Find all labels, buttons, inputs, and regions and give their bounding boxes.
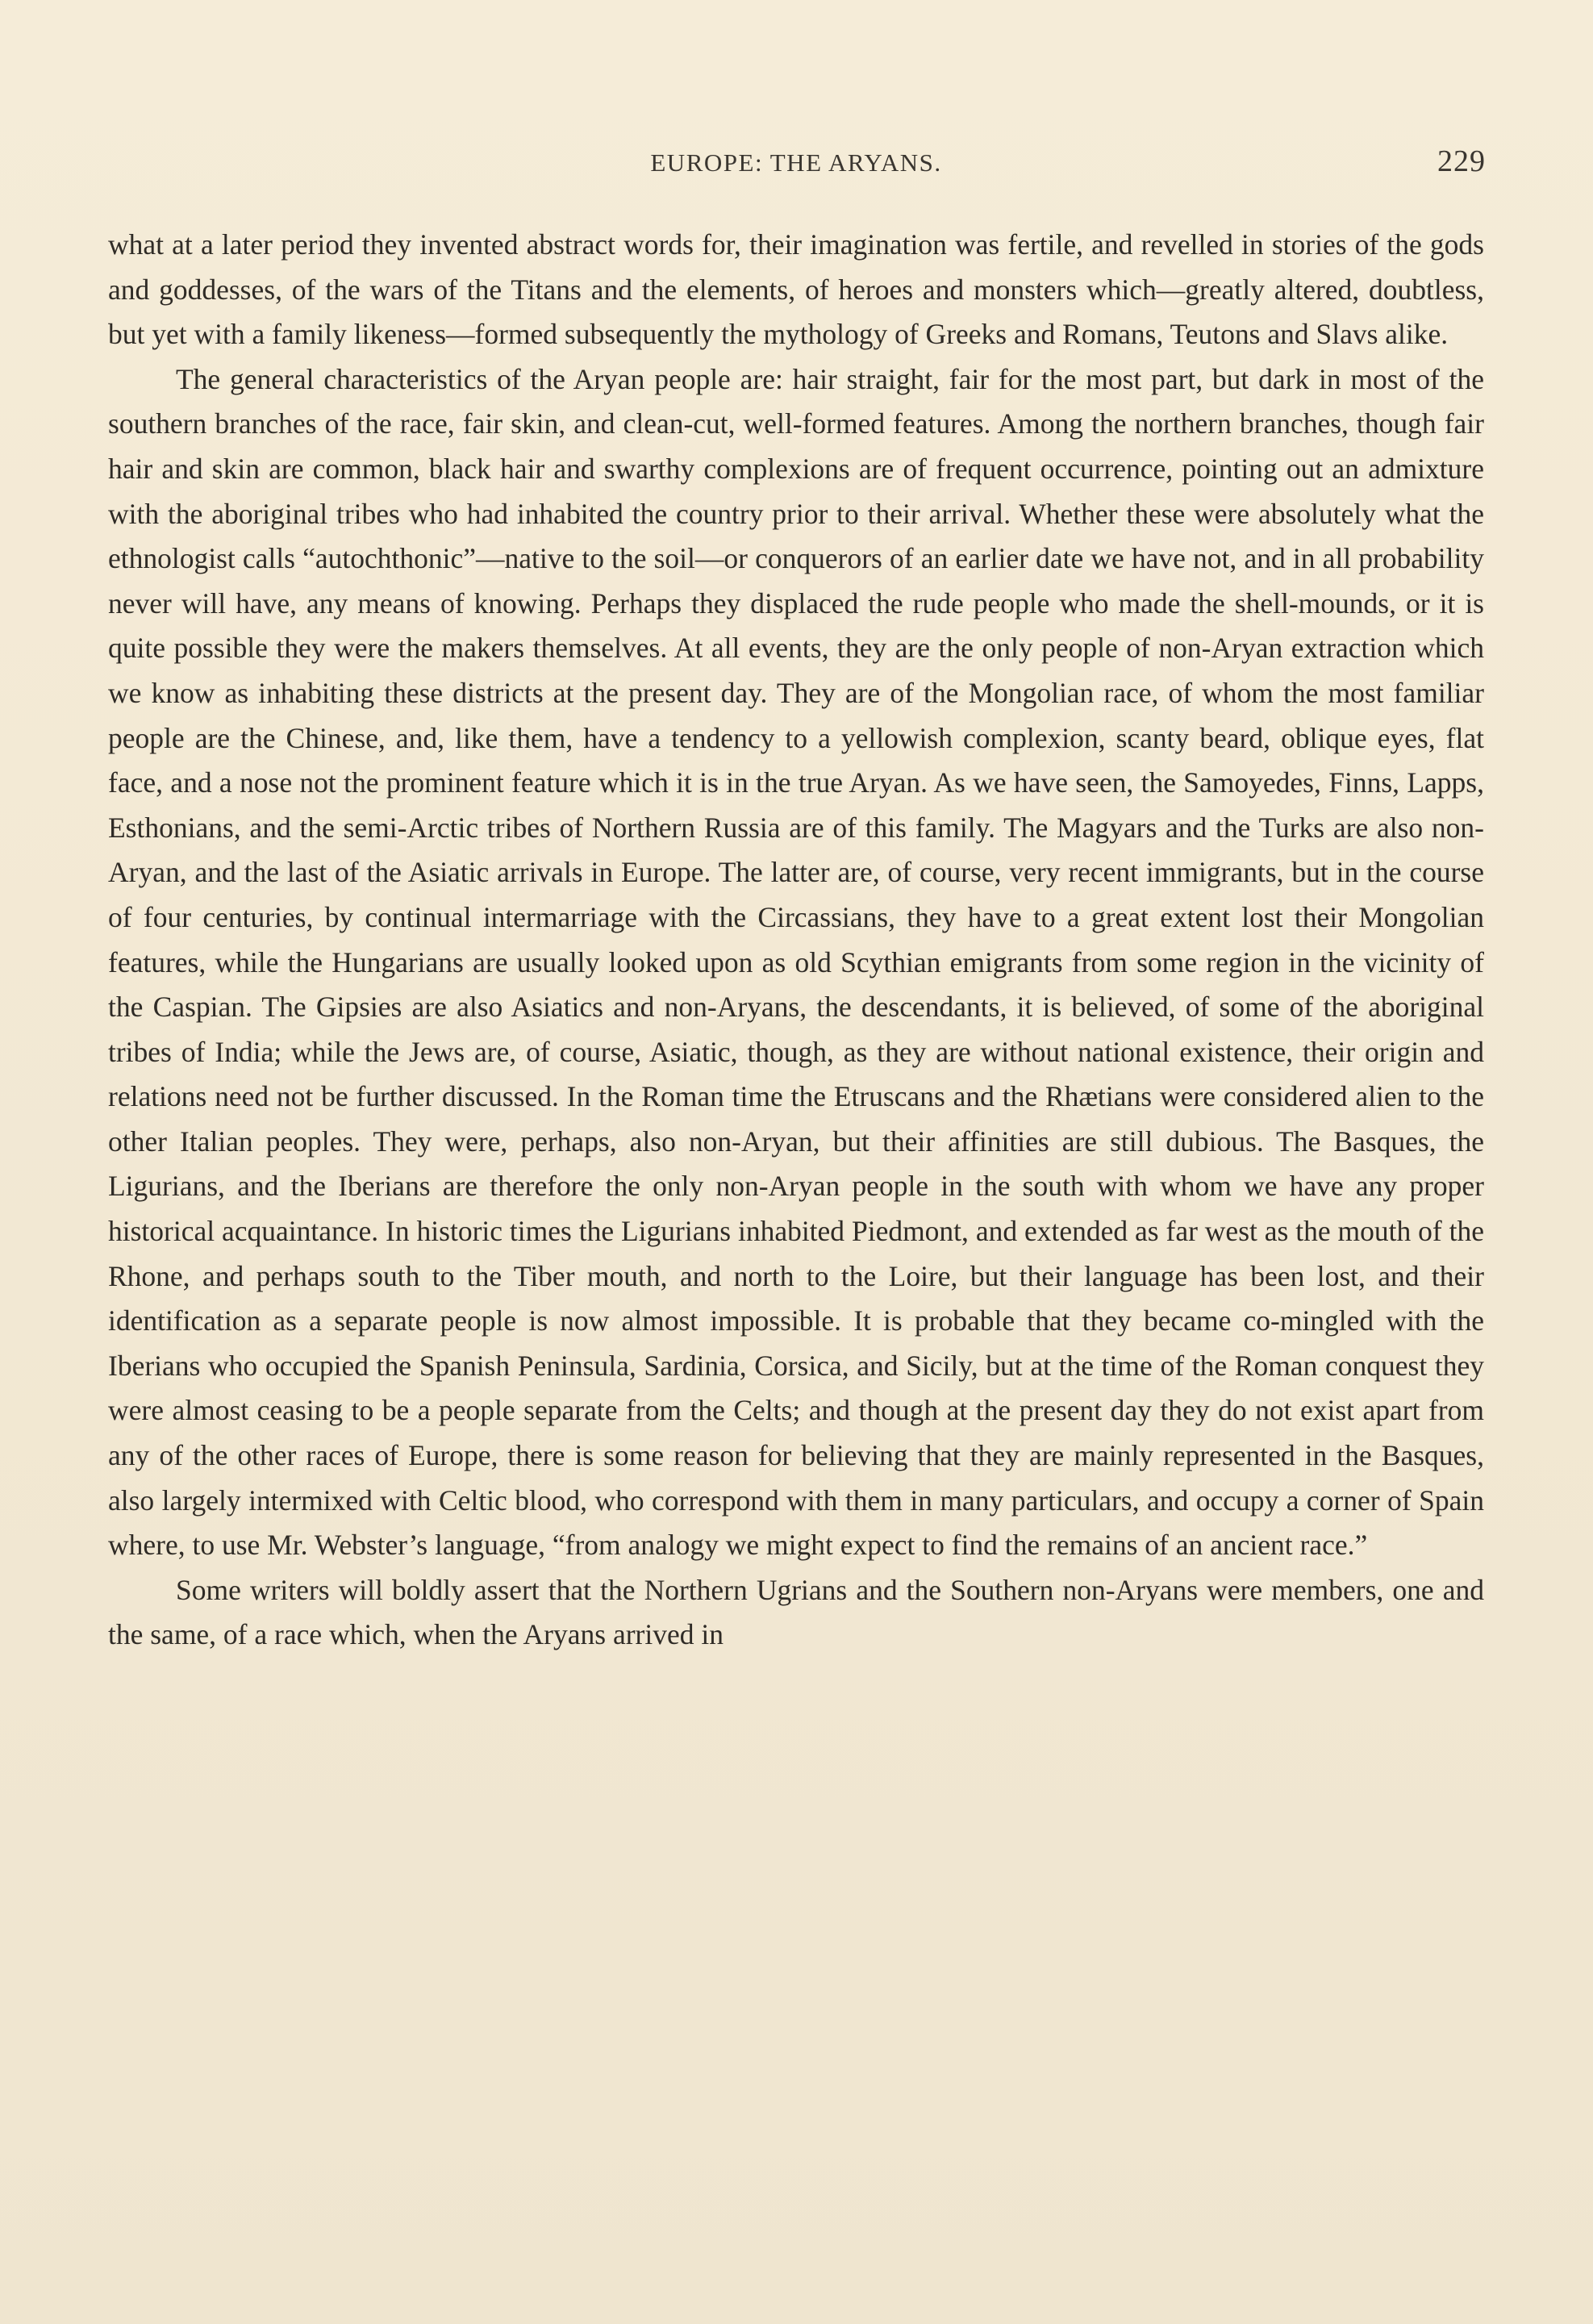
paragraph-continuation: what at a later period they invented abstract words for, their imagination was fertile, and revelled in stories of the gods and goddesses, of the wars of the Titans and the elements, of heroes and monsters which—greatly altered, doubtless, but yet with a family likeness—formed subsequently the mythology of Greeks and Romans, Teutons and Slavs alike. — [108, 228, 1484, 351]
page-number: 229 — [1437, 144, 1486, 178]
running-title: EUROPE: THE ARYANS. — [650, 148, 942, 177]
paragraph-aryan-characteristics: The general characteristics of the Aryan people are: hair straight, fair for the most part, but dark in most of the southern branches of the race, fair skin, and clean-cut, well-formed features. Among the northern branches, though fair hair and skin are common, black hair and swarthy complexions are of frequent occurrence, pointing out an admixture with the aboriginal tribes who had inhabited the country prior to their arrival. Whether these were absolutely what the ethnologist calls “autochthonic”—native to the soil—or conquerors of an earlier date we have not, and in all probability never will have, any means of knowing. Perhaps they displaced the rude people who made the shell-mounds, or it is quite possible they were the makers themselves. At all events, they are the only people of non-Aryan extraction which we know as inhabiting these districts at the present day. They are of the Mongolian race, of whom the most familiar people are the Chinese, and, like them, have a tendency to a yellowish complexion, scanty beard, oblique eyes, flat face, and a nose not the prominent feature which it is in the true Aryan. As we have seen, the Samoyedes, Finns, Lapps, Esthonians, and the semi-Arctic tribes of Northern Russia are of this family. The Magyars and the Turks are also non-Aryan, and the last of the Asiatic arrivals in Europe. The latter are, of course, very recent immigrants, but in the course of four centuries, by continual intermarriage with the Circassians, they have to a great extent lost their Mongolian features, while the Hungarians are usually looked upon as old Scythian emigrants from some region in the vicinity of the Caspian. The Gipsies are also Asiatics and non-Aryans, the descendants, it is believed, of some of the aboriginal tribes of India; while the Jews are, of course, Asiatic, though, as they are without national existence, their origin and relations need not be further discussed. In the Roman time the Etruscans and the Rhætians were considered alien to the other Italian peoples. They were, perhaps, also non-Aryan, but their affinities are still dubious. The Basques, the Ligurians, and the Iberians are therefore the only non-Aryan people in the south with whom we have any proper historical acquaintance. In historic times the Ligurians inhabited Piedmont, and extended as far west as the mouth of the Rhone, and perhaps south to the Tiber mouth, and north to the Loire, but their language has been lost, and their identification as a separate people is now almost impossible. It is probable that they became co-mingled with the Iberians who occupied the Spanish Peninsula, Sardinia, Corsica, and Sicily, but at the time of the Roman conquest they were almost ceasing to be a people separate from the Celts; and though at the present day they do not exist apart from any of the other races of Europe, there is some reason for believing that they are mainly represented in the Basques, also largely intermixed with Celtic blood, who correspond with them in many particulars, and occupy a corner of Spain where, to use Mr. Webster’s language, “from analogy we might expect to find the remains of an ancient race.” — [108, 362, 1484, 1562]
paragraph-ugrians: Some writers will boldly assert that the Northern Ugrians and the Southern non-Aryans were members, one and the same, of a race which, when the Aryans arrived in — [108, 1573, 1484, 1651]
body-text — [108, 223, 1484, 1658]
running-head — [106, 144, 1486, 187]
